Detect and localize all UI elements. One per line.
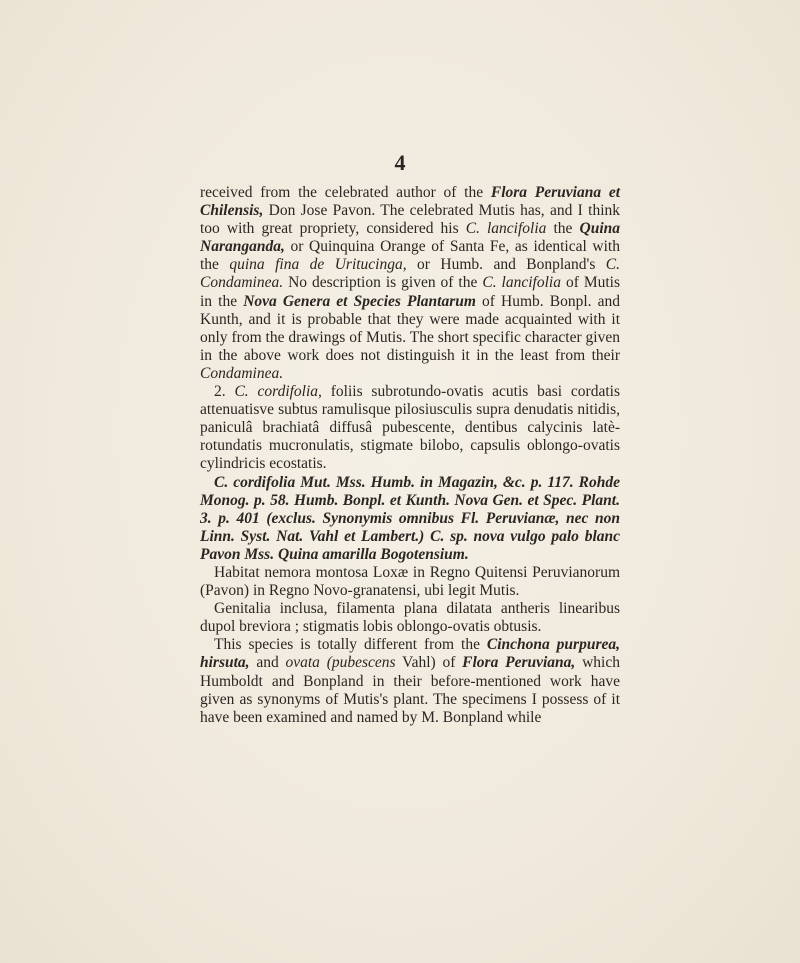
text-run: Habitat nemora montosa Loxæ in Regno Quitensi Peruvianorum (Pavon) in Regno Novo-granatensi, ubi legit Mutis. — [200, 563, 620, 600]
text-run: Cinchona purpurea, hirsuta, — [200, 636, 620, 672]
text-run: Vahl) of — [395, 654, 463, 672]
text-run: which Humboldt and Bonpland in their before-mentioned work have given as synonyms of Mutis's plant. The specimens I possess of it have been examined and named by M. Bonpland while — [200, 654, 620, 726]
page-number: 4 — [394, 150, 406, 175]
text-run: Quina Naranganda, — [200, 220, 620, 256]
text-run: Flora Peruviana, — [462, 654, 576, 672]
text-run: Don Jose Pavon. The celebrated Mutis has, and I think too with great propriety, considered his — [200, 202, 620, 238]
text-run: of Humb. Bonpl. and Kunth, and it is probable that they were made acquainted with it only from the drawings of Mutis. The short specific character given in the above work does not distinguish it in the least from their — [200, 292, 620, 364]
body-text — [200, 184, 620, 727]
text-run: Nova Genera et Species Plantarum — [243, 292, 476, 310]
text-run: C. lancifolia — [482, 274, 561, 292]
paragraph-comparison — [200, 636, 620, 726]
paragraph-intro — [200, 184, 620, 383]
text-run: This species is totally different from the — [214, 636, 487, 654]
text-run: and — [249, 654, 286, 672]
text-run: C. cordifolia Mut. Mss. Humb. in Magazin, &c. p. 117. Rohde Monog. p. 58. Humb. Bonpl. et Kunth. Nova Gen. et Spec. Plant. 3. p. 401 (exclus. Synonymis omnibus Fl. Peruvianæ, nec non Linn. Syst. Nat. Vahl et Lambert.) C. sp. nova vulgo palo blanc Pavon Mss. Quina amarilla Bogotensium. — [200, 473, 620, 563]
text-run: Condaminea. — [200, 364, 284, 382]
text-run: the — [546, 220, 580, 238]
text-run: quina fina de Uritucinga, — [229, 256, 407, 274]
text-run: 2. — [214, 383, 235, 401]
paragraph-habitat — [200, 564, 620, 600]
text-run: ovata (pubescens — [285, 654, 396, 672]
text-run: Genitalia inclusa, filamenta plana dilatata antheris linearibus dupol breviora ; stigmatis lobis oblongo-ovatis obtusis. — [200, 600, 620, 636]
paragraph-genitalia — [200, 600, 620, 636]
text-run: or Quinquina Orange of Santa Fe, as identical with the — [200, 238, 620, 274]
text-run: Flora Peruviana et Chilensis, — [200, 184, 621, 220]
text-run: received from the celebrated author of the — [200, 184, 491, 201]
text-run: of Mutis in the — [200, 274, 621, 310]
text-run: C. lancifolia — [465, 220, 547, 238]
paragraph-species-diagnosis — [200, 383, 620, 473]
text-run: No description is given of the — [283, 274, 483, 292]
text-run: or Humb. and Bonpland's — [406, 256, 606, 274]
text-run: C. Condaminea. — [200, 256, 621, 292]
text-run: C. cordifolia, — [234, 383, 322, 401]
paragraph-synonymy — [200, 474, 620, 564]
text-run: foliis subrotundo-ovatis acutis basi cordatis attenuatisve subtus ramulisque pilosiusculis supra denudatis nitidis, paniculâ brachiatâ diffusâ pubescente, dentibus calycinis latè-rotundatis mucronulatis, stigmate bilobo, capsulis oblongo-ovatis cylindricis ecostatis. — [200, 383, 620, 473]
